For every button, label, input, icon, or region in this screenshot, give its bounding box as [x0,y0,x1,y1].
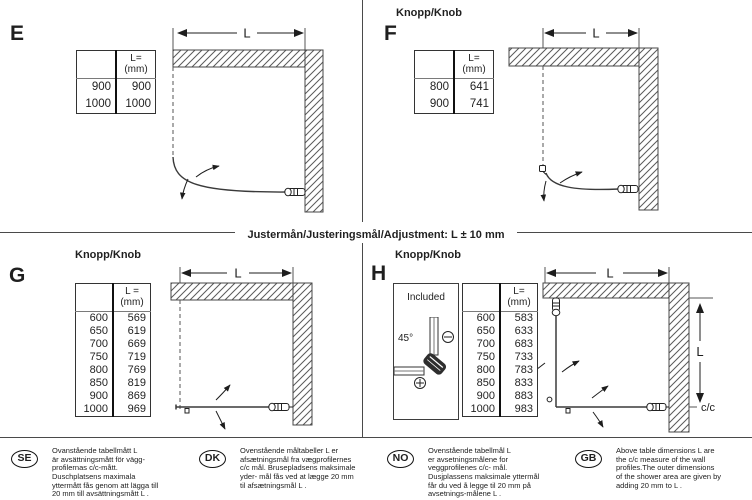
wall-top-g [171,283,312,300]
table-f-blank-header [415,51,455,79]
table-row: 600 583 [463,311,538,325]
language-badge-dk: DK [199,450,226,468]
table-h-blank-header [463,284,501,312]
table-f-value-header: L= (mm) [454,51,494,79]
swing-arrow-e-open [196,166,219,177]
wall-right-f [639,48,658,210]
dimension-line-f [543,26,639,49]
table-row: 600 569 [76,311,151,325]
table-g-rows [76,311,151,416]
door-arc-f [546,173,619,189]
footnote-text-no: Ovenstående tabellmål L er avsetningsmålene for veggprofilenes c/c- mål. Dusjplassens maksimale yttermål får du ved å legge til 20 mm på avsetnings-målene L . [428,446,540,499]
included-parts-box [393,283,459,420]
table-e-blank-header [77,51,117,79]
swing-arrow-f-close [544,181,546,201]
table-h-value-header: L= (mm) [500,284,538,312]
dimension-line-h-top [545,266,669,284]
door-line-g [176,405,272,410]
table-row: 650 619 [76,325,151,338]
table-row: 900 741 [415,96,494,114]
swing-arrow-h-left-in [562,361,579,372]
table-row: 850 833 [463,377,538,390]
dimension-line-g [180,266,293,284]
table-g-value-header: L = (mm) [113,284,151,312]
dimension-table-g [75,283,151,417]
knob-label-h: Knopp/Knob [395,249,461,261]
panel-letter-e: E [10,22,25,45]
language-badge-no: NO [387,450,414,468]
table-row: 850 819 [76,377,151,390]
svg-text:L: L [592,25,600,41]
svg-text:L: L [234,265,242,281]
table-row: 700 669 [76,338,151,351]
panel-letter-h: H [371,262,387,285]
cc-label: c/c [701,402,716,414]
wall-right-e [305,50,323,212]
wall-top-h [543,283,689,298]
table-row: 800 769 [76,364,151,377]
hinge-icon-f [540,166,547,175]
dimension-table-f [414,50,494,114]
wall-right-h [669,283,689,432]
table-row: 1000 1000 [77,96,156,114]
dimension-table-e [76,50,156,114]
wall-right-g [293,283,312,425]
corner-fitting-icon [394,317,458,417]
swing-arrow-h-bottom-down [593,412,603,427]
door-knob-icon-f [618,185,638,193]
corner-hinge-h [547,397,552,402]
door-knob-icon-h-bottom [647,403,669,411]
table-h-rows [463,311,538,416]
table-row: 650 633 [463,325,538,338]
center-divider-bottom [362,243,363,437]
table-row: 800 641 [415,78,494,96]
center-divider-top [362,0,363,222]
diagram-h [520,262,752,436]
language-badge-gb: GB [575,450,602,468]
footnote-text-se: Ovanstående tabellmått L är avsättningsmått för vägg- profilernas c/c-mått. Duschplatsens maximala yttermått fås genom att lägga till 20 mm till avsättningsmått L . [52,446,159,499]
door-arc-e [173,157,286,192]
knob-label-g: Knopp/Knob [75,249,141,261]
swing-arrow-h-bottom-up [592,386,608,398]
dimension-table-h [462,283,538,417]
footnote-text-gb: Above table dimensions L are the c/c measure of the wall profiles.The outer dimensions of the shower area are given by adding 20 mm to L . [616,446,722,490]
table-row: 750 733 [463,351,538,364]
included-label: Included [407,292,445,303]
diagram-g [160,262,332,436]
svg-text:L: L [696,344,704,359]
table-row: 700 683 [463,338,538,351]
adjustment-note [0,225,752,243]
diagram-f [495,22,700,222]
minus-adjust-icon [443,332,454,343]
table-g-blank-header [76,284,114,312]
table-row: 900 900 [77,78,156,96]
footnote-text-dk: Ovenstående måltabeller L er afsætningsmål fra vægprofilernes c/c mål. Brusepladsens maksimale yder- mål fås ved at lægge 20 mm til afsætningsmål L . [240,446,356,490]
door-knob-icon-h-left [552,298,560,316]
adjustment-note-text: Justermån/Justeringsmål/Adjustment: L ± 10 mm [235,229,516,241]
dimension-line-h-side [689,298,716,414]
table-f-rows [415,78,494,113]
diagram-e [160,22,342,222]
table-row: 750 719 [76,351,151,364]
door-foot-h [566,409,570,414]
footer-divider [0,437,752,438]
table-row: 900 869 [76,390,151,403]
language-badge-se: SE [11,450,38,468]
door-knob-icon-g [269,403,293,411]
door-foot-g [185,409,189,414]
wall-top-e [173,50,323,67]
table-row: 900 883 [463,390,538,403]
plus-adjust-icon [415,378,426,389]
swing-arrow-f-open [560,172,582,183]
panel-letter-f: F [384,22,397,45]
swing-arrow-e-close [182,179,188,199]
knob-label-f: Knopp/Knob [396,7,462,19]
table-row: 800 783 [463,364,538,377]
door-knob-icon-e [285,188,305,196]
table-e-value-header: L= (mm) [116,51,156,79]
table-e-rows [77,78,156,113]
swing-arrow-g-close [216,411,225,429]
panel-letter-g: G [9,264,26,287]
svg-text:L: L [243,25,251,41]
svg-text:L: L [606,265,614,281]
table-row: 1000 969 [76,403,151,417]
table-row: 1000 983 [463,403,538,417]
angle-45-label: 45° [398,333,414,344]
swing-arrow-g-open [216,385,230,400]
wall-top-f [509,48,658,66]
